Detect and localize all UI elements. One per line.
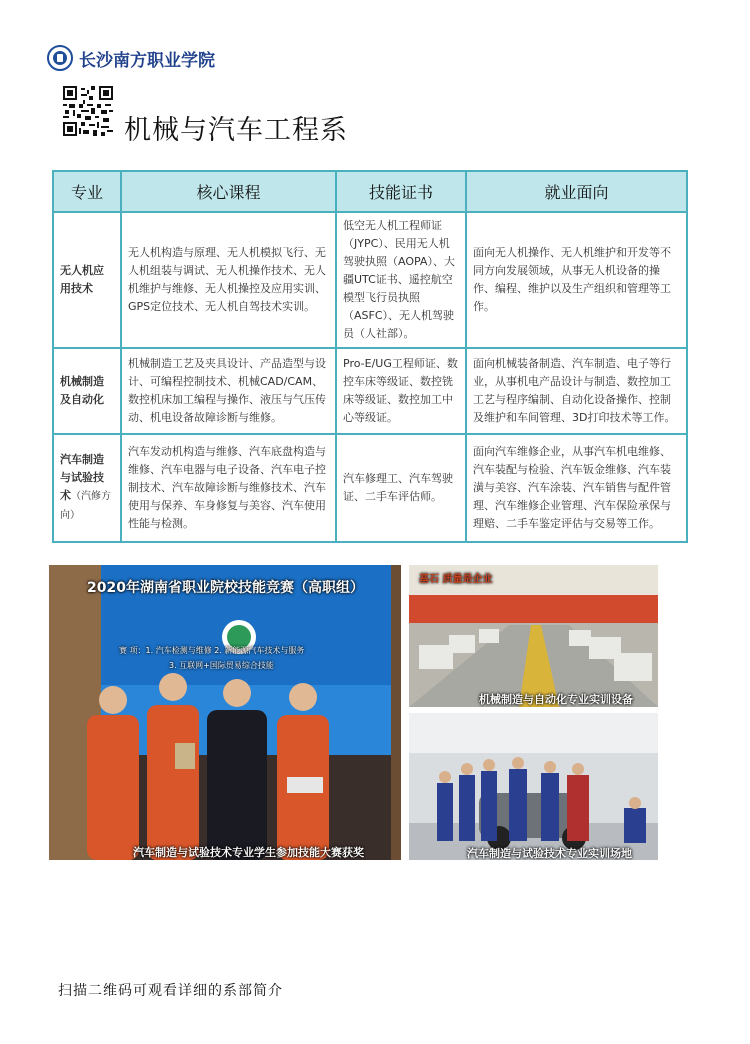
header [47,45,215,71]
photo-training-site [409,713,658,860]
table-row [53,434,687,542]
table-header-row [53,171,687,212]
courses-cell: 无人机构造与原理、无人机模拟飞行、无人机组装与调试、无人机操作技术、无人机维护与维修、无人机操控及应用实训、GPS定位技术、无人机自驾技术实训。 [121,212,336,348]
photo-caption: 机械制造与自动化专业实训设备 [479,693,633,706]
photo-caption: 汽车制造与试验技术专业学生参加技能大赛获奖 [133,846,364,859]
column-header-courses: 核心课程 [121,171,336,212]
banner-title: 2020年湖南省职业院校技能竞赛（高职组） [87,580,364,596]
photo-machining-equipment [409,565,658,707]
banner-line-2: 3. 互联网+国际贸易综合技能 [169,661,274,670]
employment-cell: 面向汽车维修企业，从事汽车机电维修、汽车装配与检验、汽车钣金维修、汽车装潢与美容、汽车涂装、汽车销售与配件管理、汽车维修企业管理、汽车保险承保与理赔、二手车鉴定评估与交易等工作。 [466,434,687,542]
certificates-cell: Pro-E/UG工程师证、数控车床等级证、数控铣床等级证、数控加工中心等级证。 [336,348,466,434]
major-cell: 汽车制造与试验技术（汽修方向） [53,434,121,542]
major-cell: 机械制造及自动化 [53,348,121,434]
certificates-cell: 汽车修理工、汽车驾驶证、二手车评估师。 [336,434,466,542]
major-cell: 无人机应用技术 [53,212,121,348]
school-logo-icon [47,45,73,71]
certificates-cell: 低空无人机工程师证（JYPC）、民用无人机驾驶执照（AOPA）、大疆UTC证书、遥控航空模型飞行员执照（ASFC）、无人机驾驶员（人社部）。 [336,212,466,348]
column-header-certificates: 技能证书 [336,171,466,212]
photo-skills-award [49,565,401,860]
banner-line-1: 赛 项：1. 汽车检测与维修 2. 新能源汽车技术与服务 [119,646,305,655]
qr-code-icon[interactable] [63,86,113,136]
footer-note: 扫描二维码可观看详细的系部简介 [58,983,283,999]
table-row [53,348,687,434]
employment-cell: 面向机械装备制造、汽车制造、电子等行业，从事机电产品设计与制造、数控加工工艺与程序编制、自动化设备操作、控制及维护和车间管理、3D打印技术等工作。 [466,348,687,434]
department-title: 机械与汽车工程系 [124,115,348,146]
curriculum-table [52,170,688,543]
wall-slogan: 基石 质量是企业 [419,574,493,585]
column-header-employment: 就业面向 [466,171,687,212]
courses-cell: 汽车发动机构造与维修、汽车底盘构造与维修、汽车电器与电子设备、汽车电子控制技术、汽车故障诊断与维修技术、汽车使用与保养、车身修复与美容、汽车使用性能与检测。 [121,434,336,542]
school-name: 长沙南方职业学院 [79,50,215,71]
courses-cell: 机械制造工艺及夹具设计、产品造型与设计、可编程控制技术、机械CAD/CAM、数控机床加工编程与操作、液压与气压传动、机电设备故障诊断与维修。 [121,348,336,434]
photo-caption: 汽车制造与试验技术专业实训场地 [467,847,632,860]
column-header-major: 专业 [53,171,121,212]
table-row [53,212,687,348]
employment-cell: 面向无人机操作、无人机维护和开发等不同方向发展领域，从事无人机设备的操作、编程、维护以及生产组织和管理等工作。 [466,212,687,348]
